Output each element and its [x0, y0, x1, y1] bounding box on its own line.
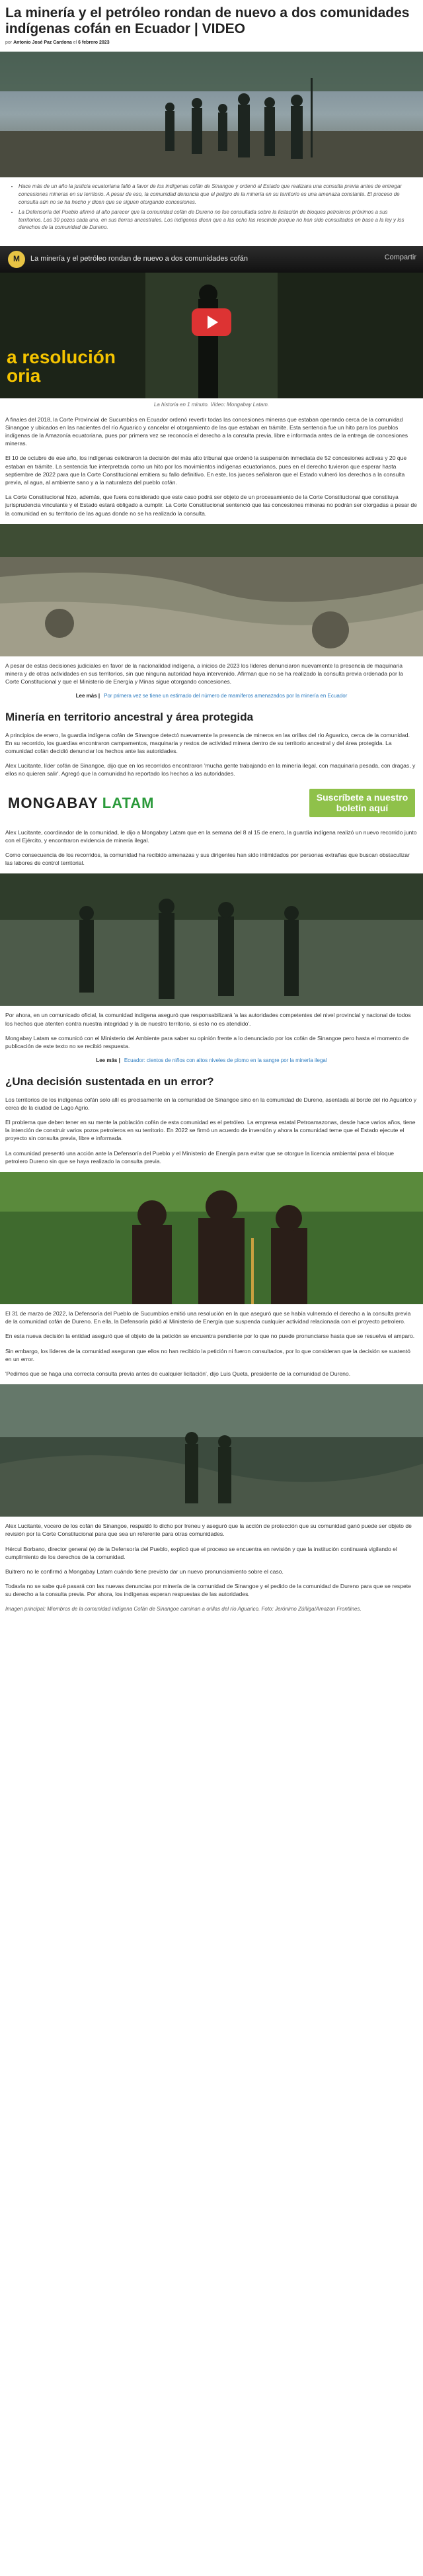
channel-logo-icon[interactable]: M: [8, 251, 25, 268]
community-photo: [0, 1172, 423, 1304]
newsletter-banner[interactable]: [8, 785, 415, 822]
section-heading: ¿Una decisión sustentada en un error?: [5, 1075, 214, 1088]
video-caption: La historia en 1 minuto. Video: Mongabay Latam.: [153, 401, 270, 408]
share-button[interactable]: Compartir: [384, 253, 416, 261]
paragraph: El 31 de marzo de 2022, la Defensoría del Pueblo de Sucumbíos emitió una resolución en la que aseguró que se había vulnerado el derecho a la consulta previa de la comunidad cofán de Dureno. En ella, la Defensoría pidió al Ministerio de Energía que suspenda cualquier actividad relacionada con el proyecto petrolero.: [5, 1310, 411, 1325]
video-title[interactable]: La minería y el petróleo rondan de nuevo a dos comunidades cofán: [30, 255, 248, 263]
hero-photo-image: [0, 52, 423, 177]
summary-bullet: • La Defensoría del Pueblo afirmó al alto parecer que la comunidad cofán de Dureno no fue consultada sobre la licitación de bloques petroleros próximos a sus territorios. Los 30 pozos cada uno, en sus tierras ancestrales. Los indígenas dicen que a las ocho las rescinde porque no han sido consultados en base a la ley y los derechos de la comunidad de Dureno.: [19, 208, 408, 232]
paragraph: Alex Lucitante, líder cofán de Sinangoe, dijo que en los recorridos encontraron 'mucha gente trabajando en la minería ilegal, con maquinaria pesada, con dragas, y ellos no quieren salir'. Agregó que la comunidad ha reportado los hechos a las autoridades.: [5, 762, 416, 777]
paragraph: El problema que deben tener en su mente la población cofán de esta comunidad es el petróleo. La empresa estatal Petroamazonas, desde hace varios años, tiene la intención de construir varios pozos petroleros en su territorio. En 2022 se firmó un acuerdo de inversión y ahora la comunidad teme que el Estado ejecute el proyecto sin consulta previa, libre e informada.: [5, 1118, 416, 1142]
paragraph: Todavía no se sabe qué pasará con las nuevas denuncias por minería de la comunidad de Sinangoe y el pedido de la comunidad de Dureno para que se respete su derecho a la consulta previa. Por ahora, los indígenas esperan respuestas de las autoridades.: [5, 1583, 411, 1598]
river-photo: [0, 524, 423, 656]
landscape-photo-image: [0, 1384, 423, 1517]
paragraph: La comunidad presentó una acción ante la Defensoría del Pueblo y el Ministerio de Energía para evitar que se otorgue la licencia ambiental para el bloque petrolero Dureno sin que se haya realizado la consulta previa.: [5, 1149, 395, 1165]
paragraph: La Corte Constitucional hizo, además, que fuera considerado que este caso podrá ser objeto de un procesamiento de la Corte Constitucional que constituya jurisprudencia vinculante y el Estado estará obligado a cumplir. La Corte Constitucional sentenció que las concesiones mineras no podrán ser otorgadas a pesar de la comunidad en su territorio de las aguas donde no se ha realizado la consulta.: [5, 494, 417, 517]
related-link-block: Lee más | Por primera vez se tiene un estimado del número de mamíferos amenazados por la minería en Ecuador: [75, 693, 348, 699]
paragraph: Mongabay Latam se comunicó con el Ministerio del Ambiente para saber su opinión frente a lo denunciado por los cofán de Sinangoe pero hasta el momento de publicación de este texto no se recibió respuesta.: [5, 1034, 409, 1050]
article-title: La minería y el petróleo rondan de nuevo a dos comunidades indígenas cofán en Ecuador | VIDEO: [5, 5, 410, 37]
paragraph: Por ahora, en un comunicado oficial, la comunidad indígena aseguró que responsabilizará 'a las autoridades competentes del nivel provincial y nacional de todos los hechos que atenten contra nuestra integridad y la de nuestro territorio, si esto no es atendido'.: [5, 1012, 411, 1027]
paragraph: A finales del 2018, la Corte Provincial de Sucumbíos en Ecuador ordenó revertir todas las concesiones mineras que estaban operando cerca de la comunidad Sinangoe y ubicados en las nacientes del río Aguarico y cancelar el otorgamiento de las que estaban en trámite. Esta sentencia fue un hito para los pueblos indígenas de la Amazonía ecuatoriana, pues por primera vez se reconocía el derecho a la consulta previa, libre e informada antes de la entrega de concesiones mineras.: [5, 416, 408, 447]
river-photo-image: [0, 524, 423, 656]
subscribe-button[interactable]: Suscríbete a nuestro boletín aquí: [309, 789, 415, 817]
paragraph: Alex Lucitante, vocero de los cofán de Sinangoe, respaldó lo dicho por Ireneu y aseguró que la acción de protección que su comunidad ganó puede ser objeto de revisión por la Corte Constitucional para que sea un referente para otras comunidades.: [5, 1523, 412, 1538]
paragraph: A pesar de estas decisiones judiciales en favor de la nacionalidad indígena, a inicios de 2023 los líderes denunciaron nuevamente la presencia de maquinaria minera y de otras actividades en sus territorios, sin que ninguna autoridad haya intervenido. Afirman que no se ha realizado la consulta previa ordenada por la Corte Constitucional y que el Ministerio de Energía y Minas sigue otorgando concesiones.: [5, 662, 403, 686]
paragraph: Los territorios de los indígenas cofán solo allí es precisamente en la comunidad de Sinangoe sino en la comunidad de Dureno, asentada al borde del río Aguarico y cerca de la ciudad de Lago Agrio.: [5, 1096, 417, 1111]
paragraph: El 10 de octubre de ese año, los indígenas celebraron la decisión del más alto tribunal que ordenó la suspensión inmediata de 52 concesiones activas y 20 que estaban en trámite. La sentencia fue interpretada como un hito por los movimientos indígenas ecuatorianos, pues en el derecho tuvieron que esperar hasta septiembre de 2022 para que la Corte Constitucional emitiera su fallo definitivo. En este, los jueces señalaron que el Estado vulneró los derechos a la consulta previa, al agua, al ambiente sano y a la naturaleza del pueblo cofán.: [5, 455, 407, 486]
video-player[interactable]: [0, 246, 423, 398]
paragraph: Sin embargo, los líderes de la comunidad aseguran que ellos no han recibido la petición ni fueron consultados, por lo que consideran que la decisión se sustentó en un error.: [5, 1347, 410, 1362]
summary-bullet: • Hace más de un año la justicia ecuatoriana falló a favor de los indígenas cofán de Sinangoe y ordenó al Estado que realizara una consulta previa antes de entregar concesiones mineras en su territorio. A pesar de eso, la comunidad denuncia que el peligro de la minería en su territorio es una amenaza constante. El proceso de consulta aún no se ha hecho y dicen que se siguen otorgando concesiones.: [19, 183, 408, 206]
paragraph: Buitrero no le confirmó a Mongabay Latam cuándo tiene previsto dar un nuevo pronunciamiento sobre el caso.: [5, 1568, 284, 1575]
author-link[interactable]: Antonio José Paz Cardona: [13, 40, 72, 46]
mongabay-logo: MONGABAY LATAM: [8, 794, 155, 811]
guard-photo: [0, 873, 423, 1006]
related-link-block: Lee más | Ecuador: cientos de niños con altos niveles de plomo en la sangre por la minería ilegal: [96, 1057, 327, 1064]
related-article-link[interactable]: Ecuador: cientos de niños con altos niveles de plomo en la sangre por la minería ilegal: [124, 1057, 327, 1064]
play-button-icon[interactable]: [192, 308, 231, 336]
paragraph: Alex Lucitante, coordinador de la comunidad, le dijo a Mongabay Latam que en la semana del 8 al 15 de enero, la guardia indígena realizó un nuevo recorrido junto con el Ejército, y encontraron evidencia de minería ilegal.: [5, 828, 417, 844]
paragraph: En esta nueva decisión la entidad aseguró que el objeto de la petición se encuentra pendiente por lo que no puede pronunciarse hasta que se resuelva el amparo.: [5, 1333, 415, 1340]
paragraph: Como consecuencia de los recorridos, la comunidad ha recibido amenazas y sus dirigentes han sido intimidados por personas extrañas que buscan obstaculizar las labores de control territorial.: [5, 852, 410, 867]
publish-date: 6 febrero 2023: [78, 40, 110, 46]
paragraph: 'Pedimos que se haga una correcta consulta previa antes de cualquier licitación', dijo Luis Queta, presidente de la comunidad de Dureno.: [5, 1370, 351, 1377]
guard-photo-image: [0, 873, 423, 1006]
paragraph: A principios de enero, la guardia indígena cofán de Sinangoe detectó nuevamente la presencia de mineros en las orillas del río Aguarico, cerca de la comunidad. En su recorrido, los guardias encontraron campamentos, maquinaria y restos de actividad minera dentro de su territorio ancestral y del área protegida. La comunidad cofán decidió denunciar los hechos ante las autoridades.: [5, 731, 410, 755]
hero-photo: [0, 52, 423, 177]
video-banner: a resolución oria: [7, 346, 116, 386]
section-heading: Minería en territorio ancestral y área protegida: [5, 711, 254, 724]
image-credit: Imagen principal: Miembros de la comunidad indígena Cofán de Sinangoe caminan a orillas del río Aguarico. Foto: Jerónimo Zúñiga/Amazon Frontlines.: [5, 1605, 362, 1612]
community-photo-image: [0, 1172, 423, 1304]
summary-bullets: [0, 177, 423, 240]
landscape-photo: [0, 1384, 423, 1517]
related-article-link[interactable]: Por primera vez se tiene un estimado del número de mamíferos amenazados por la minería en Ecuador: [104, 693, 348, 699]
paragraph: Hércul Borbano, director general (e) de la Defensoría del Pueblo, explicó que el proceso se encuentra en revisión y que la institución continuará vigilando el cumplimiento de los derechos de la comunidad.: [5, 1545, 397, 1560]
byline: por Antonio José Paz Cardona el 6 febrero 2023: [5, 40, 110, 46]
